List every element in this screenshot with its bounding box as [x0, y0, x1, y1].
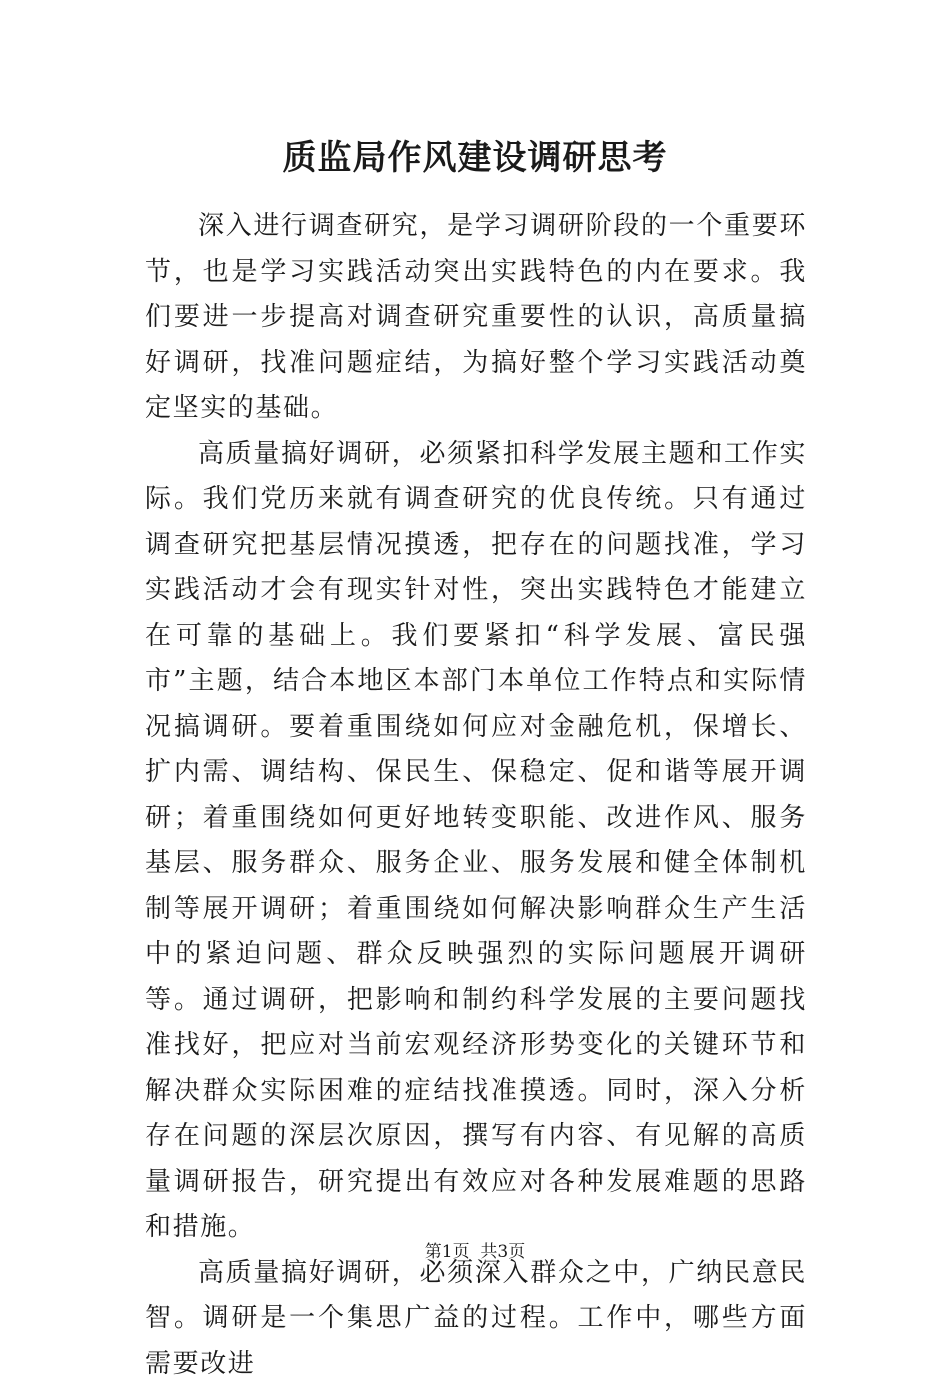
- page-number: 第1页 共3页: [425, 1242, 525, 1262]
- paragraph-2: 高质量搞好调研，必须紧扣科学发展主题和工作实际。我们党历来就有调查研究的优良传统。只有通过调查研究把基层情况摸透，把存在的问题找准，学习实践活动才会有现实针对性，突出实践特色才能建立在可靠的基础上。我们要紧扣“科学发展、富民强市”主题，结合本地区本部门本单位工作特点和实际情况搞调研。要着重围绕如何应对金融危机，保增长、扩内需、调结构、保民生、保稳定、促和谐等展开调研；着重围绕如何更好地转变职能、改进作风、服务基层、服务群众、服务企业、服务发展和健全体制机制等展开调研；着重围绕如何解决影响群众生产生活中的紧迫问题、群众反映强烈的实际问题展开调研等。通过调研，把影响和制约科学发展的主要问题找准找好，把应对当前宏观经济形势变化的关键环节和解决群众实际困难的症结找准摸透。同时，深入分析存在问题的深层次原因，撰写有内容、有见解的高质量调研报告，研究提出有效应对各种发展难题的思路和措施。: [145, 432, 807, 1251]
- document-title: 质监局作风建设调研思考: [0, 134, 950, 182]
- paragraph-1: 深入进行调查研究，是学习调研阶段的一个重要环节，也是学习实践活动突出实践特色的内在要求。我们要进一步提高对调查研究重要性的认识，高质量搞好调研，找准问题症结，为搞好整个学习实践活动奠定坚实的基础。: [145, 204, 807, 432]
- document-body: [145, 204, 807, 1387]
- page-footer: [0, 1240, 950, 1264]
- paragraph-3: 高质量搞好调研，必须深入群众之中，广纳民意民智。调研是一个集思广益的过程。工作中，哪些方面需要改进: [145, 1251, 807, 1387]
